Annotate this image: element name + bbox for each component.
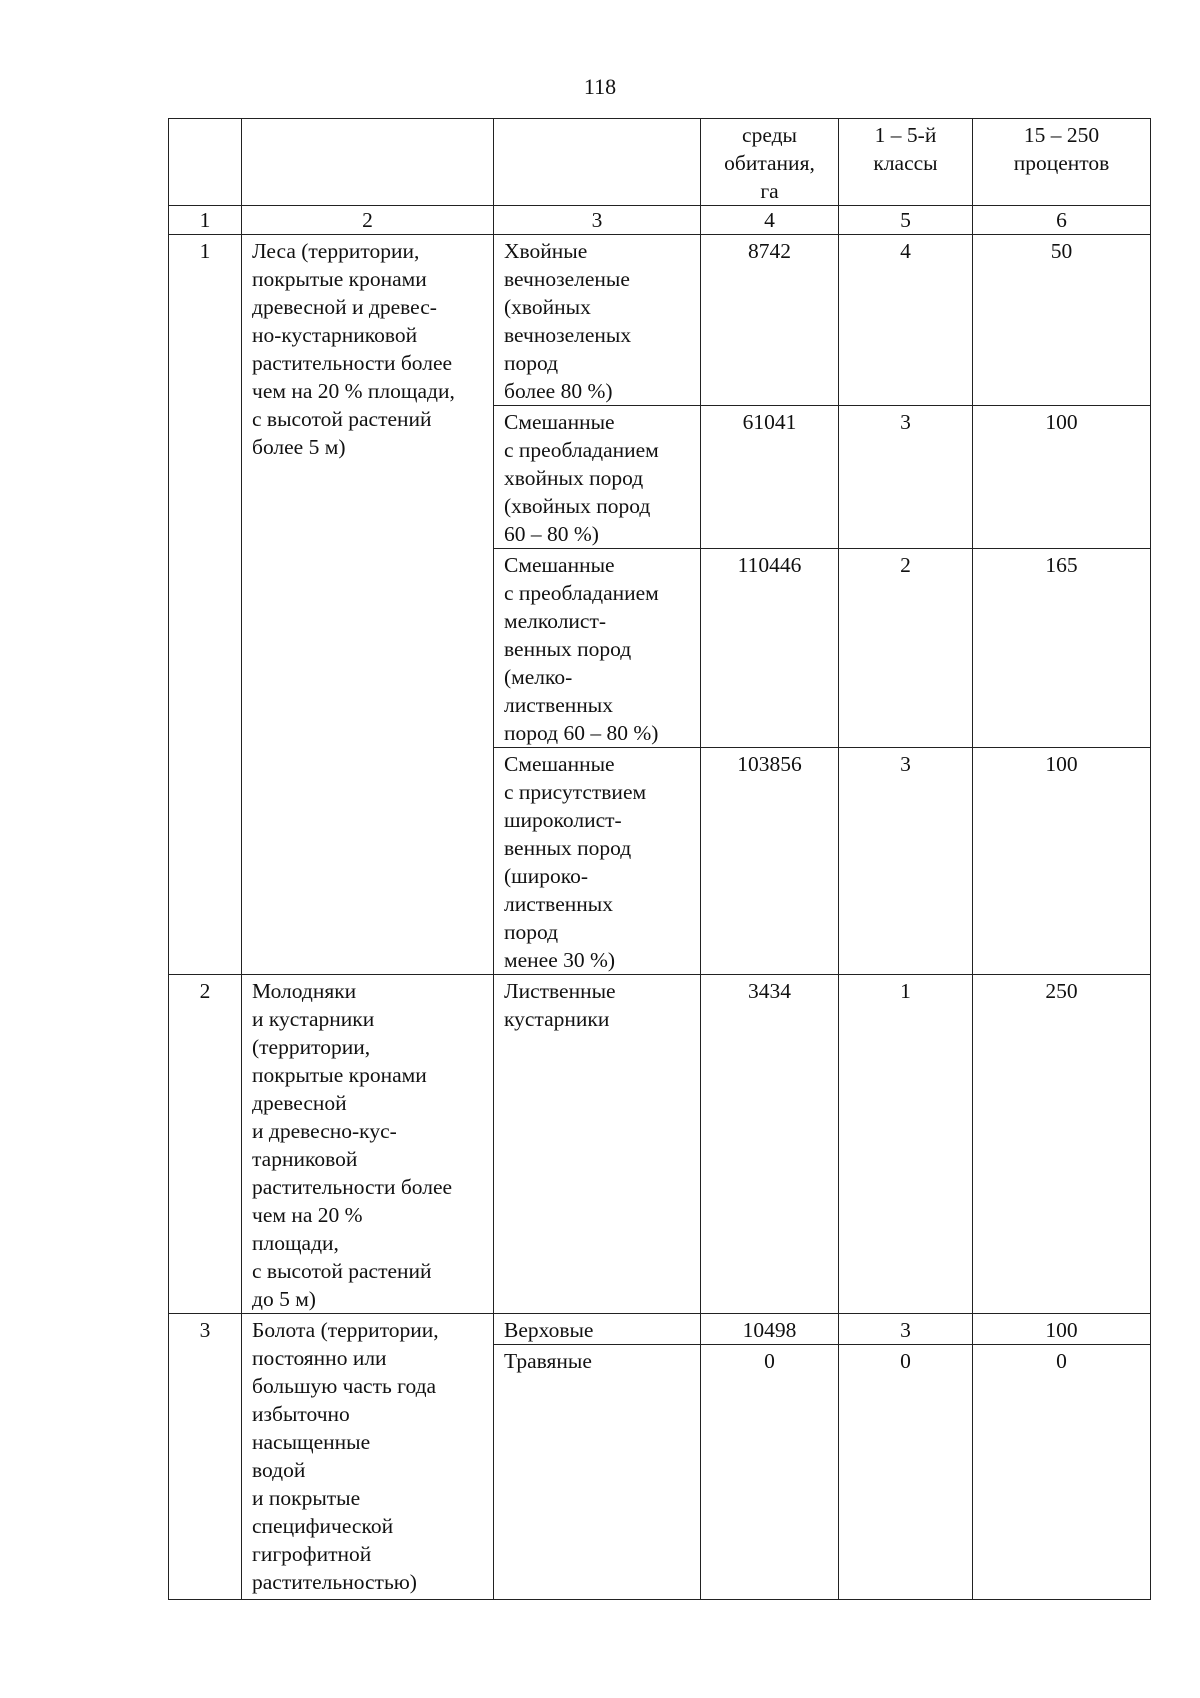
table-row xyxy=(169,235,1151,406)
column-number: 1 xyxy=(169,206,242,235)
column-number: 4 xyxy=(701,206,839,235)
habitat-type: Хвойные вечнозеленые (хвойных вечнозеленых пород более 80 %) xyxy=(494,235,701,406)
habitat-type: Лиственные кустарники xyxy=(494,975,701,1314)
habitat-class: 1 xyxy=(839,975,973,1314)
habitat-area: 3434 xyxy=(701,975,839,1314)
habitat-type: Верховые xyxy=(494,1314,701,1345)
column-number: 2 xyxy=(242,206,494,235)
habitat-class: 3 xyxy=(839,406,973,549)
header-row xyxy=(169,119,1151,206)
habitat-type: Смешанные с присутствием широколист- венных пород (широко- лиственных пород менее 30 %) xyxy=(494,748,701,975)
header-cell-2 xyxy=(242,119,494,206)
group-number: 3 xyxy=(169,1314,242,1600)
habitat-area: 10498 xyxy=(701,1314,839,1345)
habitat-table xyxy=(168,118,1151,1600)
habitat-area: 0 xyxy=(701,1345,839,1600)
habitat-area: 103856 xyxy=(701,748,839,975)
habitat-type: Смешанные с преобладанием хвойных пород (хвойных пород 60 – 80 %) xyxy=(494,406,701,549)
group-number: 2 xyxy=(169,975,242,1314)
habitat-percent: 100 xyxy=(973,1314,1151,1345)
group-name: Леса (территории, покрытые кронами древесной и древес- но-кустарниковой растительности более чем на 20 % площади, с высотой растений более 5 м) xyxy=(242,235,494,975)
habitat-class: 0 xyxy=(839,1345,973,1600)
habitat-percent: 100 xyxy=(973,406,1151,549)
column-number: 3 xyxy=(494,206,701,235)
habitat-type: Травяные xyxy=(494,1345,701,1600)
column-number: 6 xyxy=(973,206,1151,235)
header-cell-4: среды обитания, га xyxy=(701,119,839,206)
page-number: 118 xyxy=(583,74,617,99)
column-number: 5 xyxy=(839,206,973,235)
habitat-area: 110446 xyxy=(701,549,839,748)
habitat-area: 61041 xyxy=(701,406,839,549)
table-row xyxy=(169,1314,1151,1345)
habitat-class: 3 xyxy=(839,748,973,975)
habitat-class: 2 xyxy=(839,549,973,748)
habitat-percent: 165 xyxy=(973,549,1151,748)
column-numbers-row xyxy=(169,206,1151,235)
habitat-area: 8742 xyxy=(701,235,839,406)
header-cell-5: 1 – 5-й классы xyxy=(839,119,973,206)
header-cell-6: 15 – 250 процентов xyxy=(973,119,1151,206)
habitat-percent: 50 xyxy=(973,235,1151,406)
habitat-type: Смешанные с преобладанием мелколист- венных пород (мелко- лиственных пород 60 – 80 %) xyxy=(494,549,701,748)
group-name: Молодняки и кустарники (территории, покрытые кронами древесной и древесно-кус- тарниковой растительности более чем на 20 % площади, с высотой растений до 5 м) xyxy=(242,975,494,1314)
habitat-percent: 0 xyxy=(973,1345,1151,1600)
group-number: 1 xyxy=(169,235,242,975)
header-cell-1 xyxy=(169,119,242,206)
header-cell-3 xyxy=(494,119,701,206)
habitat-percent: 250 xyxy=(973,975,1151,1314)
habitat-class: 4 xyxy=(839,235,973,406)
habitat-percent: 100 xyxy=(973,748,1151,975)
habitat-class: 3 xyxy=(839,1314,973,1345)
table-row xyxy=(169,975,1151,1314)
group-name: Болота (территории, постоянно или большую часть года избыточно насыщенные водой и покрытые специфической гигрофитной растительностью) xyxy=(242,1314,494,1600)
